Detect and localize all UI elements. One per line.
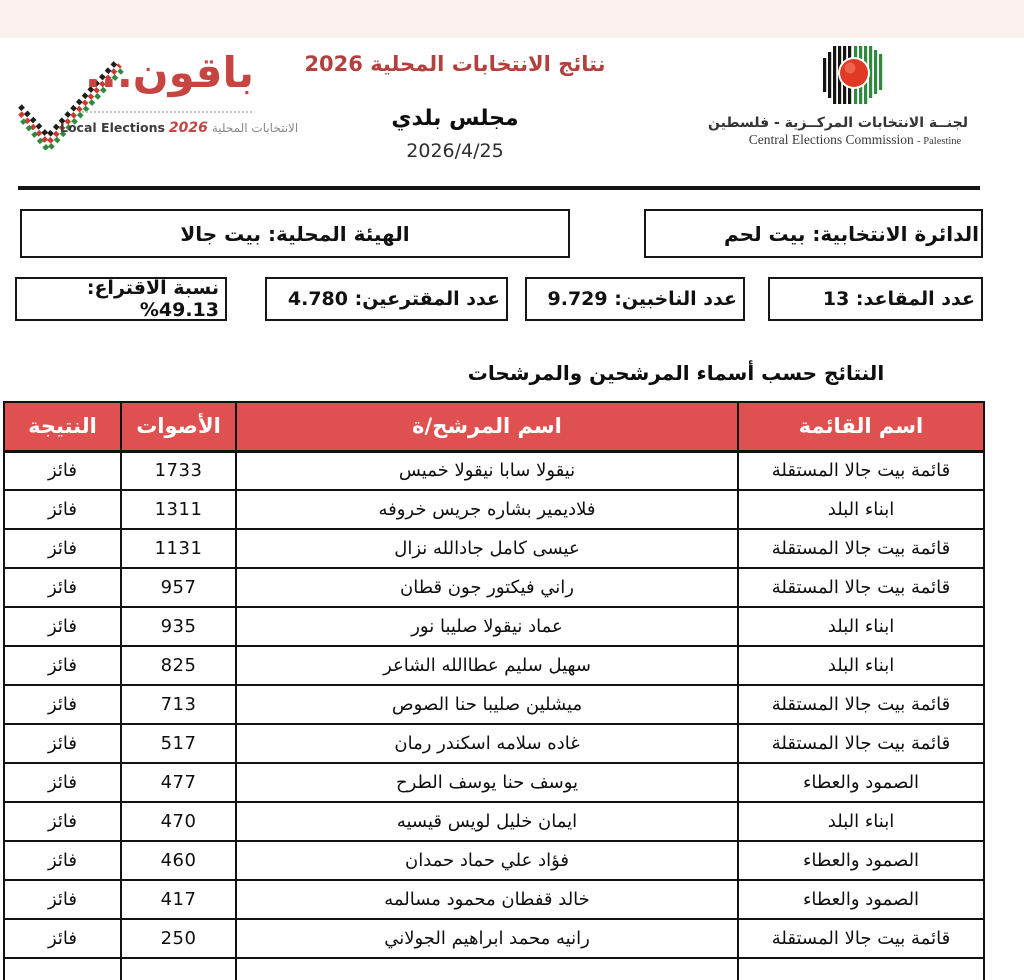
campaign-logo-title: باقون...	[84, 48, 254, 97]
column-header-list: اسم القائمة	[738, 402, 984, 451]
results-date: 2026/4/25	[406, 140, 504, 162]
result-cell: فائز	[4, 880, 121, 919]
cec-logo	[708, 46, 968, 148]
candidate-name-cell: يوسف حنا يوسف الطرح	[236, 763, 738, 802]
votes-cell	[121, 958, 236, 980]
result-cell: فائز	[4, 802, 121, 841]
header-divider	[18, 186, 980, 190]
results-table-body	[4, 451, 984, 980]
result-cell: فائز	[4, 724, 121, 763]
column-header-candidate: اسم المرشح/ة	[236, 402, 738, 451]
campaign-logo-subtitle-ar: الانتخابات المحلية	[211, 121, 299, 135]
column-header-result: النتيجة	[4, 402, 121, 451]
candidate-name-cell: ايمان خليل لويس قيسيه	[236, 802, 738, 841]
votes-cell: 460	[121, 841, 236, 880]
votes-cell: 477	[121, 763, 236, 802]
list-name-cell: ابناء البلد	[738, 802, 984, 841]
list-name-cell: الصمود والعطاء	[738, 841, 984, 880]
candidate-name-cell: نيقولا سابا نيقولا خميس	[236, 451, 738, 490]
seats-box: عدد المقاعد: 13	[768, 277, 983, 321]
votes-cell: 417	[121, 880, 236, 919]
votes-cell: 713	[121, 685, 236, 724]
candidate-name-cell: خالد قفطان محمود مسالمه	[236, 880, 738, 919]
voters-box: عدد الناخبين: 9.729	[525, 277, 745, 321]
candidate-name-cell: عماد نيقولا صليبا نور	[236, 607, 738, 646]
candidate-name-cell: فؤاد علي حماد حمدان	[236, 841, 738, 880]
table-row	[4, 919, 984, 958]
council-type-title: مجلس بلدي	[391, 106, 519, 131]
campaign-logo-subtitle	[60, 120, 299, 136]
table-row	[4, 529, 984, 568]
list-name-cell: ابناء البلد	[738, 607, 984, 646]
candidate-name-cell: سهيل سليم عطاالله الشاعر	[236, 646, 738, 685]
list-name-cell: قائمة بيت جالا المستقلة	[738, 724, 984, 763]
result-cell: فائز	[4, 451, 121, 490]
table-row	[4, 763, 984, 802]
list-name-cell: الصمود والعطاء	[738, 763, 984, 802]
result-cell: فائز	[4, 646, 121, 685]
list-name-cell: قائمة بيت جالا المستقلة	[738, 919, 984, 958]
votes-cell: 470	[121, 802, 236, 841]
table-row	[4, 880, 984, 919]
ballots-box: عدد المقترعين: 4.780	[265, 277, 508, 321]
table-row	[4, 451, 984, 490]
candidate-name-cell: راني فيكتور جون قطان	[236, 568, 738, 607]
result-cell: فائز	[4, 607, 121, 646]
cec-name-arabic: لجنــة الانتخابات المركــزية - فلسطين	[708, 115, 968, 131]
column-header-votes: الأصوات	[121, 402, 236, 451]
campaign-logo-dotted-line	[82, 111, 252, 113]
table-row	[4, 568, 984, 607]
page-title: نتائج الانتخابات المحلية 2026	[304, 52, 606, 76]
district-box: الدائرة الانتخابية: بيت لحم	[644, 209, 983, 258]
list-name-cell: ابناء البلد	[738, 490, 984, 529]
cec-name-english: Central Elections Commission - Palestine	[748, 132, 962, 147]
table-row	[4, 646, 984, 685]
list-name-cell: قائمة بيت جالا المستقلة	[738, 529, 984, 568]
votes-cell: 250	[121, 919, 236, 958]
candidate-name-cell: رانيه محمد ابراهيم الجولاني	[236, 919, 738, 958]
votes-cell: 1733	[121, 451, 236, 490]
cec-emblem-icon	[823, 46, 887, 104]
result-cell	[4, 958, 121, 980]
results-table-header	[4, 402, 984, 451]
table-row	[4, 724, 984, 763]
candidate-name-cell	[236, 958, 738, 980]
result-cell: فائز	[4, 919, 121, 958]
table-row	[4, 802, 984, 841]
table-row	[4, 841, 984, 880]
list-name-cell: ابناء البلد	[738, 646, 984, 685]
result-cell: فائز	[4, 685, 121, 724]
votes-cell: 935	[121, 607, 236, 646]
table-row-partial	[4, 958, 984, 980]
table-row	[4, 685, 984, 724]
turnout-box: نسبة الاقتراع: 49.13%	[15, 277, 227, 321]
campaign-logo-subtitle-year: 2026	[168, 120, 208, 136]
list-name-cell: قائمة بيت جالا المستقلة	[738, 568, 984, 607]
list-name-cell: قائمة بيت جالا المستقلة	[738, 685, 984, 724]
campaign-logo-subtitle-en: Local Elections	[60, 120, 165, 135]
list-name-cell: قائمة بيت جالا المستقلة	[738, 451, 984, 490]
results-table	[3, 401, 985, 980]
table-row	[4, 607, 984, 646]
votes-cell: 1311	[121, 490, 236, 529]
list-name-cell	[738, 958, 984, 980]
result-cell: فائز	[4, 568, 121, 607]
locality-box: الهيئة المحلية: بيت جالا	[20, 209, 570, 258]
result-cell: فائز	[4, 763, 121, 802]
candidate-name-cell: فلاديمير بشاره جريس خروفه	[236, 490, 738, 529]
votes-cell: 825	[121, 646, 236, 685]
result-cell: فائز	[4, 529, 121, 568]
table-row	[4, 490, 984, 529]
list-name-cell: الصمود والعطاء	[738, 880, 984, 919]
result-cell: فائز	[4, 490, 121, 529]
top-pink-band	[0, 0, 1024, 38]
votes-cell: 1131	[121, 529, 236, 568]
candidate-name-cell: ميشلين صليبا حنا الصوص	[236, 685, 738, 724]
campaign-logo	[14, 48, 299, 152]
votes-cell: 957	[121, 568, 236, 607]
candidate-name-cell: غاده سلامه اسكندر رمان	[236, 724, 738, 763]
candidate-name-cell: عيسى كامل جادالله نزال	[236, 529, 738, 568]
votes-cell: 517	[121, 724, 236, 763]
result-cell: فائز	[4, 841, 121, 880]
section-title: النتائج حسب أسماء المرشحين والمرشحات	[467, 361, 885, 385]
document-header	[285, 52, 625, 162]
